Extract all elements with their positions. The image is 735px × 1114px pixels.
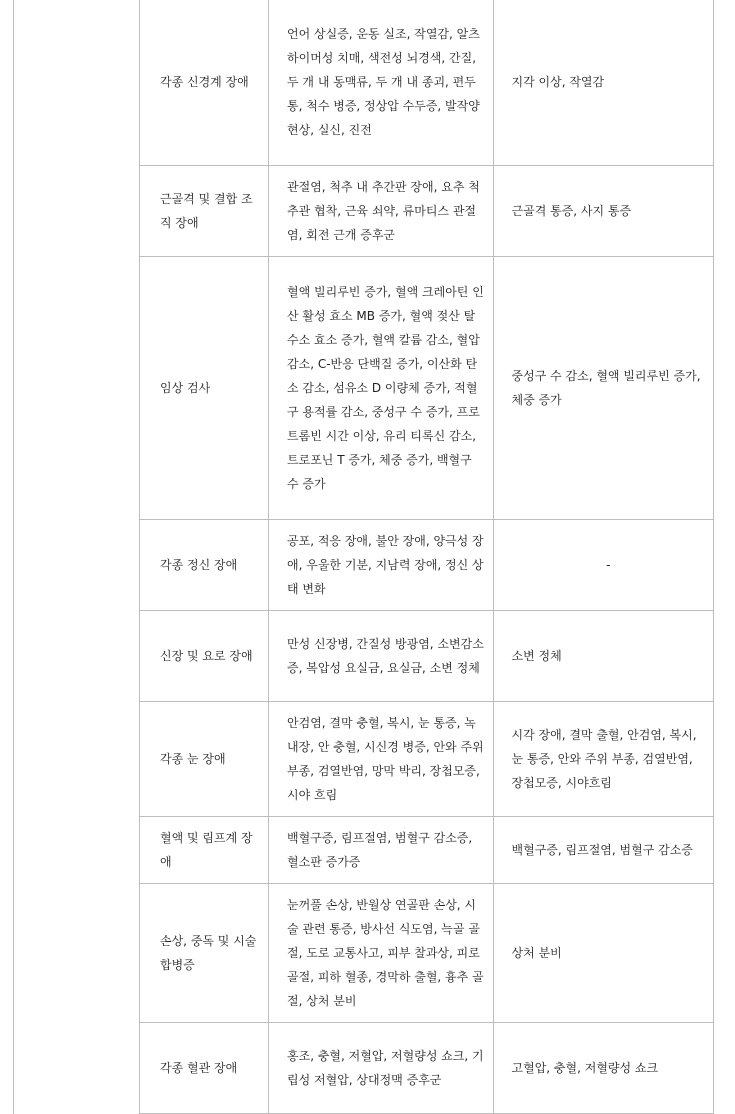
all-reactions-cell: 만성 신장병, 간질성 방광염, 소변감소증, 복압성 요실금, 요실금, 소변 정체 [269, 611, 494, 702]
organ-class-cell: 혈액 및 림프계 장애 [140, 817, 269, 884]
organ-class-cell: 각종 혈관 장애 [140, 1023, 269, 1114]
table-row [140, 520, 714, 611]
outer-border-line [13, 0, 14, 1114]
common-reactions-cell: 백혈구증, 림프절염, 범혈구 감소증 [493, 817, 713, 884]
all-reactions-cell: 언어 상실증, 운동 실조, 작열감, 알츠하이머성 치매, 색전성 뇌경색, 간질, 두 개 내 동맥류, 두 개 내 종괴, 편두통, 척수 병증, 정상압 수두증, 발작양 현상, 실신, 진전 [269, 0, 494, 166]
common-reactions-cell: 고혈압, 충혈, 저혈량성 쇼크 [493, 1023, 713, 1114]
all-reactions-cell: 백혈구증, 림프절염, 범혈구 감소증, 혈소판 증가증 [269, 817, 494, 884]
common-reactions-cell: 중성구 수 감소, 혈액 빌리루빈 증가, 체중 증가 [493, 257, 713, 520]
common-reactions-cell: 상처 분비 [493, 884, 713, 1023]
common-reactions-cell: 시각 장애, 결막 출혈, 안검염, 복시, 눈 통증, 안와 주위 부종, 검열반염, 장첩모증, 시야흐림 [493, 702, 713, 817]
organ-class-cell: 손상, 중독 및 시술 합병증 [140, 884, 269, 1023]
organ-class-cell: 임상 검사 [140, 257, 269, 520]
organ-class-cell: 신장 및 요로 장애 [140, 611, 269, 702]
table-row [140, 1023, 714, 1114]
all-reactions-cell: 관절염, 척추 내 추간판 장애, 요추 척추관 협착, 근육 쇠약, 류마티스 관절염, 회전 근개 증후군 [269, 166, 494, 257]
all-reactions-cell: 공포, 적응 장애, 불안 장애, 양극성 장애, 우울한 기분, 지남력 장애, 정신 상태 변화 [269, 520, 494, 611]
all-reactions-cell: 혈액 빌리루빈 증가, 혈액 크레아틴 인산 활성 효소 MB 증가, 혈액 젖산 탈수소 효소 증가, 혈액 칼륨 감소, 혈압 감소, C-반응 단백질 증가, 이산화 탄소 감소, 섬유소 D 이량체 증가, 적혈구 용적률 감소, 중성구 수 증가, 프로트롬빈 시간 이상, 유리 티록신 감소, 트로포닌 T 증가, 체중 증가, 백혈구 수 증가 [269, 257, 494, 520]
table-row [140, 0, 714, 166]
table-row [140, 166, 714, 257]
organ-class-cell: 근골격 및 결합 조직 장애 [140, 166, 269, 257]
common-reactions-cell: 지각 이상, 작열감 [493, 0, 713, 166]
table-row [140, 257, 714, 520]
table-row [140, 884, 714, 1023]
table-row [140, 611, 714, 702]
table-row [140, 702, 714, 817]
all-reactions-cell: 안검염, 결막 충혈, 복시, 눈 통증, 녹내장, 안 충혈, 시신경 병증, 안와 주위 부종, 검열반염, 망막 박리, 장첩모증, 시야 흐림 [269, 702, 494, 817]
all-reactions-cell: 눈꺼풀 손상, 반월상 연골판 손상, 시술 관련 통증, 방사선 식도염, 늑골 골절, 도로 교통사고, 피부 찰과상, 피로 골절, 피하 혈종, 경막하 출혈, 흉추 골절, 상처 분비 [269, 884, 494, 1023]
table-row [140, 817, 714, 884]
common-reactions-cell: 근골격 통증, 사지 통증 [493, 166, 713, 257]
all-reactions-cell: 홍조, 충혈, 저혈압, 저혈량성 쇼크, 기립성 저혈압, 상대정맥 증후군 [269, 1023, 494, 1114]
common-reactions-cell: 소변 정체 [493, 611, 713, 702]
organ-class-cell: 각종 눈 장애 [140, 702, 269, 817]
organ-class-cell: 각종 정신 장애 [140, 520, 269, 611]
common-reactions-cell: - [493, 520, 713, 611]
organ-class-cell: 각종 신경계 장애 [140, 0, 269, 166]
adverse-reactions-table [139, 0, 714, 1114]
